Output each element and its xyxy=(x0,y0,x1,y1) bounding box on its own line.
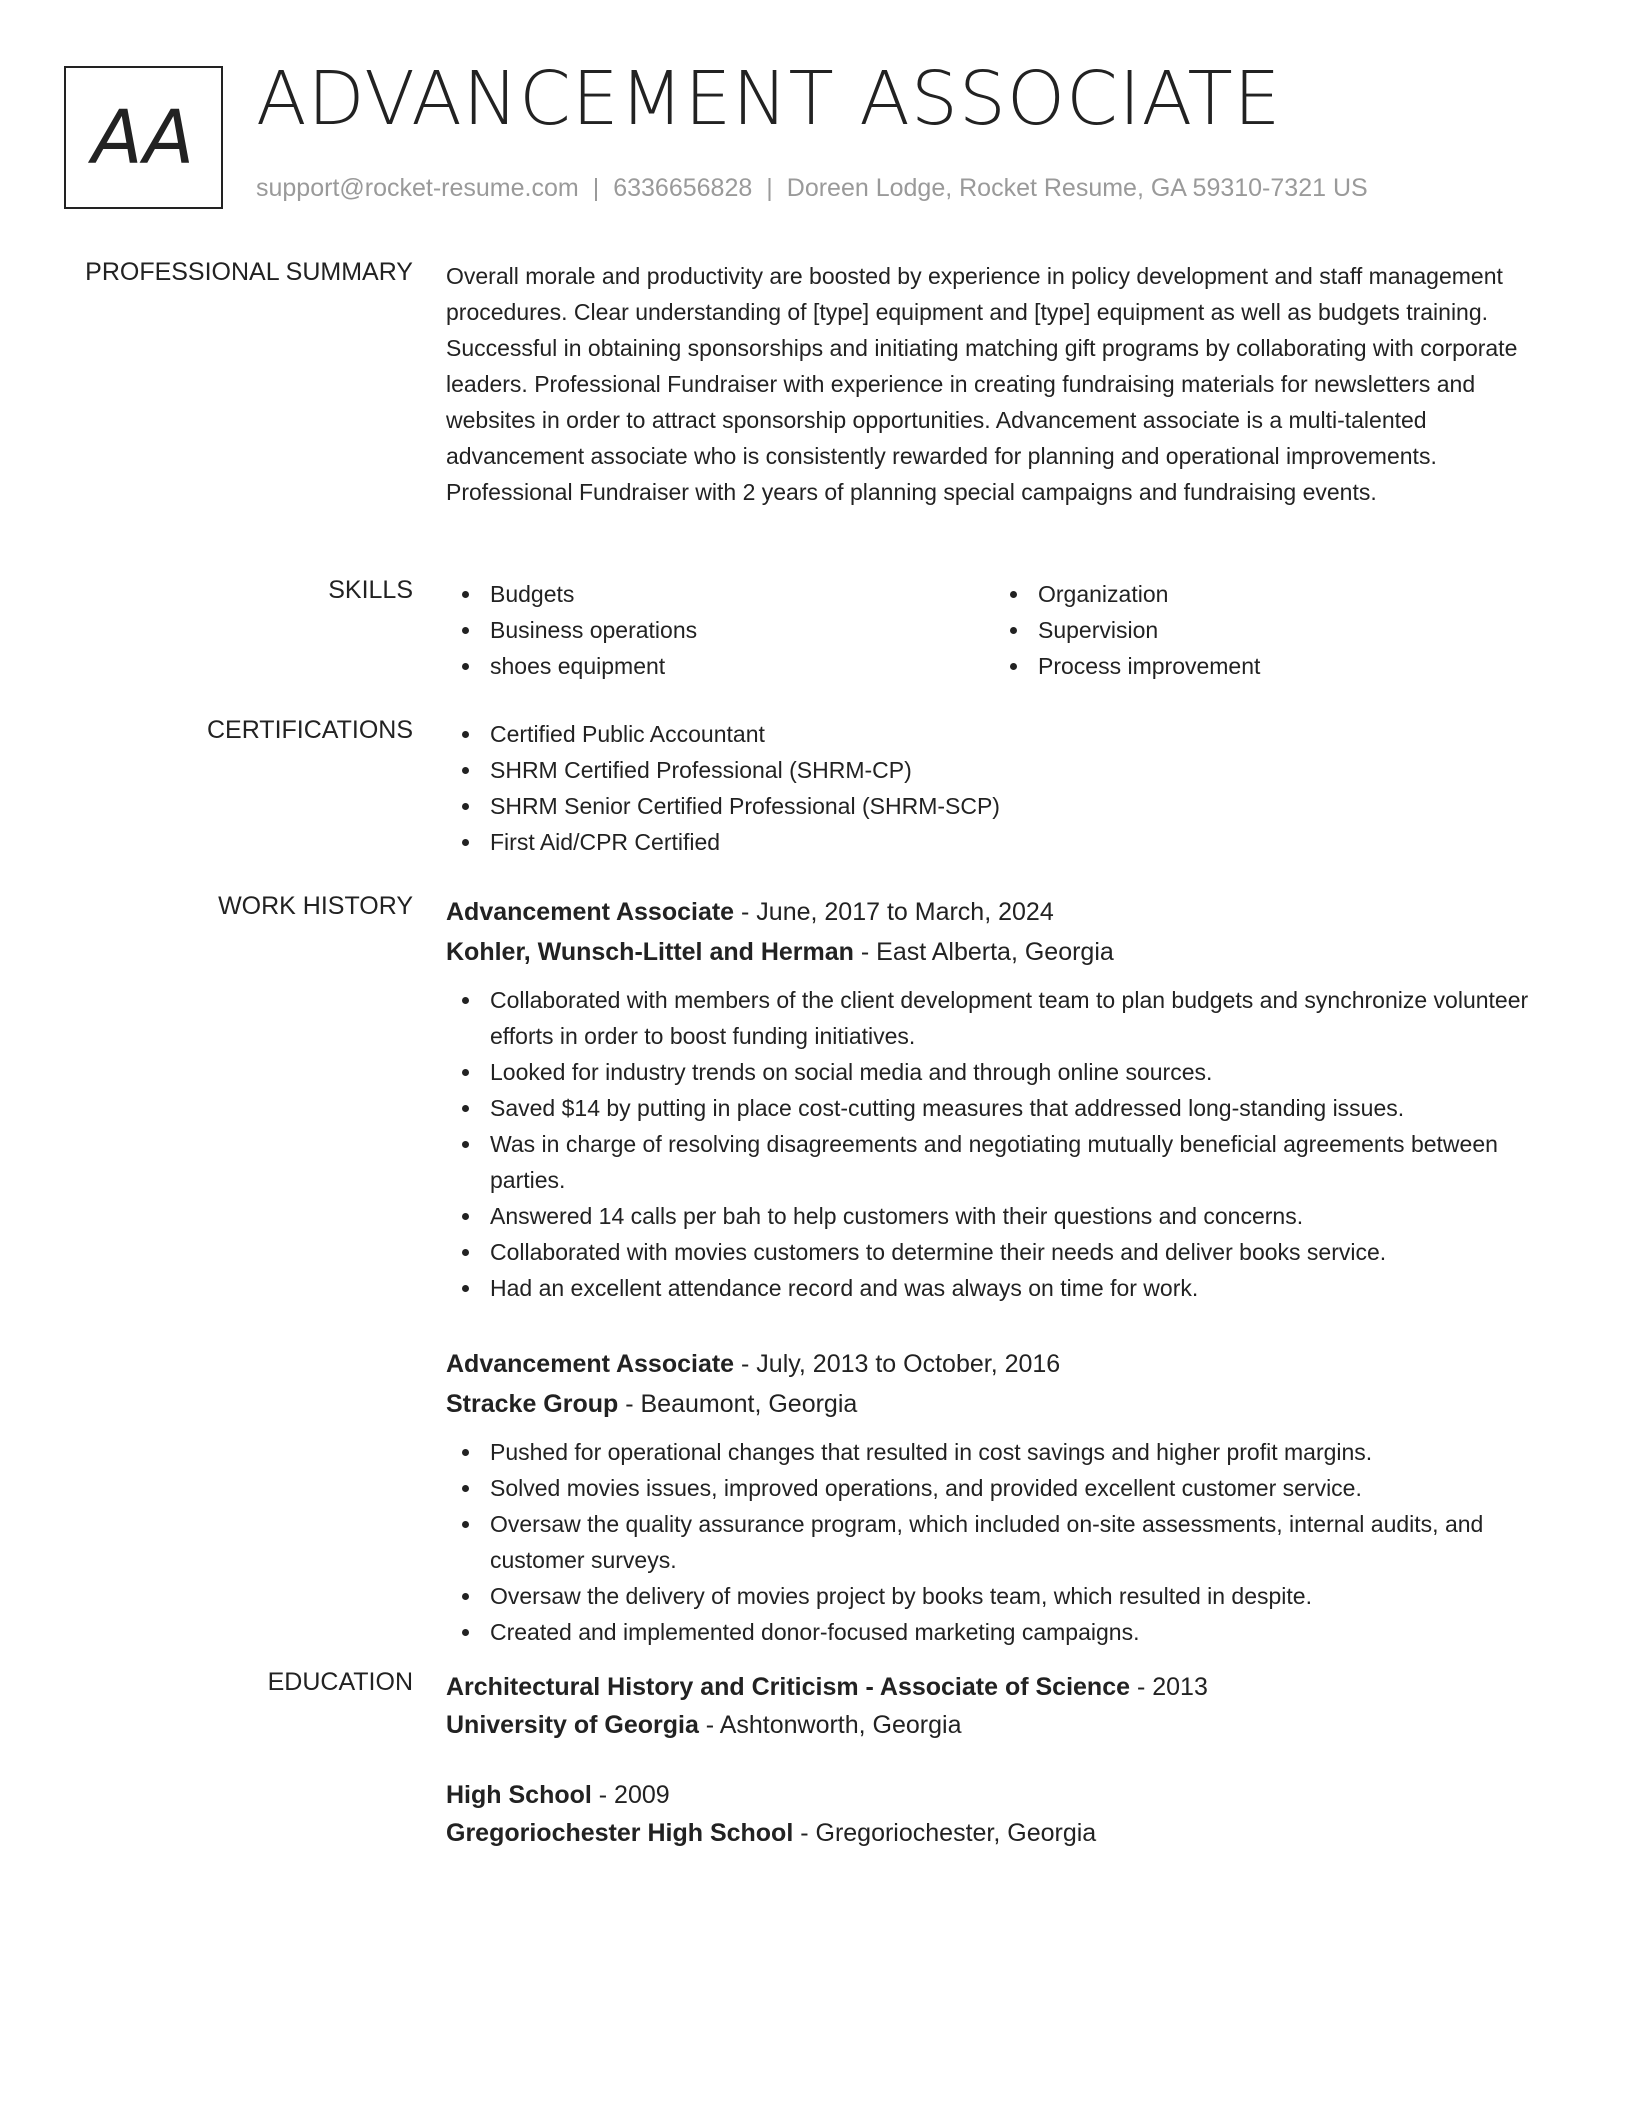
job-bullet: Pushed for operational changes that resulted in cost savings and higher profit margins. xyxy=(446,1434,1566,1470)
education-degree-line xyxy=(446,1776,1566,1814)
certifications-body xyxy=(446,716,1566,860)
job-entry xyxy=(446,892,1566,1306)
certification-item: SHRM Senior Certified Professional (SHRM-SCP) xyxy=(446,788,1566,824)
job-bullet: Created and implemented donor-focused marketing campaigns. xyxy=(446,1614,1566,1650)
monogram-logo: AA xyxy=(64,66,223,209)
job-company-line xyxy=(446,1384,1566,1424)
education-degree: Architectural History and Criticism - Associate of Science xyxy=(446,1673,1131,1701)
skill-item: Budgets xyxy=(446,576,994,612)
certification-item: SHRM Certified Professional (SHRM-CP) xyxy=(446,752,1566,788)
section-label-work-history: WORK HISTORY xyxy=(218,892,413,920)
section-label-summary: PROFESSIONAL SUMMARY xyxy=(85,258,413,286)
job-company: Kohler, Wunsch-Littel and Herman xyxy=(446,938,854,966)
contact-separator: | xyxy=(766,174,773,202)
job-bullet: Answered 14 calls per bah to help customers with their questions and concerns. xyxy=(446,1198,1566,1234)
skill-item: Supervision xyxy=(994,612,1542,648)
section-label-skills: SKILLS xyxy=(328,576,413,604)
certification-item: Certified Public Accountant xyxy=(446,716,1566,752)
job-location: - East Alberta, Georgia xyxy=(853,938,1114,966)
job-dates: - July, 2013 to October, 2016 xyxy=(734,1350,1061,1378)
work-history-body xyxy=(446,892,1566,1650)
contact-separator: | xyxy=(592,174,600,202)
job-entry xyxy=(446,1344,1566,1650)
job-bullet: Looked for industry trends on social media and through online sources. xyxy=(446,1054,1566,1090)
job-bullet: Collaborated with movies customers to determine their needs and deliver books service. xyxy=(446,1234,1566,1270)
skills-body xyxy=(446,576,1566,684)
job-location: - Beaumont, Georgia xyxy=(618,1390,858,1418)
job-bullet: Oversaw the delivery of movies project by books team, which resulted in despite. xyxy=(446,1578,1566,1614)
job-bullet: Saved $14 by putting in place cost-cutting measures that addressed long-standing issues. xyxy=(446,1090,1566,1126)
education-school-line xyxy=(446,1814,1566,1852)
job-bullets xyxy=(446,1434,1566,1650)
education-entry xyxy=(446,1776,1566,1852)
education-school-line xyxy=(446,1706,1566,1744)
section-label-certifications: CERTIFICATIONS xyxy=(206,716,413,744)
education-degree-line xyxy=(446,1668,1566,1706)
skills-list-col1 xyxy=(446,576,994,684)
job-bullet: Collaborated with members of the client development team to plan budgets and synchronize volunteer efforts in order to boost funding initiatives. xyxy=(446,982,1566,1054)
job-bullet: Had an excellent attendance record and was always on time for work. xyxy=(446,1270,1566,1306)
job-title: Advancement Associate xyxy=(446,1350,735,1378)
education-body xyxy=(446,1668,1566,1852)
job-bullets xyxy=(446,982,1566,1306)
job-bullet: Was in charge of resolving disagreements and negotiating mutually beneficial agreements between parties. xyxy=(446,1126,1566,1198)
contact-line xyxy=(256,174,1368,203)
job-dates: - June, 2017 to March, 2024 xyxy=(734,898,1054,926)
job-company-line xyxy=(446,932,1566,972)
job-bullet: Solved movies issues, improved operations, and provided excellent customer service. xyxy=(446,1470,1566,1506)
skill-item: Process improvement xyxy=(994,648,1542,684)
education-degree: High School xyxy=(446,1781,592,1809)
education-location: - Gregoriochester, Georgia xyxy=(793,1819,1097,1847)
certification-item: First Aid/CPR Certified xyxy=(446,824,1566,860)
section-label-education: EDUCATION xyxy=(267,1668,413,1696)
contact-email[interactable]: support@rocket-resume.com xyxy=(256,174,579,202)
job-title: Advancement Associate xyxy=(446,898,735,926)
education-year: - 2009 xyxy=(591,1781,670,1809)
job-company: Stracke Group xyxy=(446,1390,619,1418)
skill-item: Business operations xyxy=(446,612,994,648)
skills-list-col2 xyxy=(994,576,1542,684)
candidate-name: ADVANCEMENT ASSOCIATE xyxy=(256,56,1282,142)
skill-item: Organization xyxy=(994,576,1542,612)
education-year: - 2013 xyxy=(1130,1673,1208,1701)
education-school: University of Georgia xyxy=(446,1711,699,1739)
education-location: - Ashtonworth, Georgia xyxy=(698,1711,962,1739)
job-title-line xyxy=(446,892,1566,932)
contact-address: Doreen Lodge, Rocket Resume, GA 59310-7321 US xyxy=(786,174,1368,202)
skill-item: shoes equipment xyxy=(446,648,994,684)
job-title-line xyxy=(446,1344,1566,1384)
certifications-list xyxy=(446,716,1566,860)
education-school: Gregoriochester High School xyxy=(446,1819,794,1847)
summary-text: Overall morale and productivity are boosted by experience in policy development and staff management procedures. Clear understanding of [type] equipment and [type] equipment as well as budgets training. Successful in obtaining sponsorships and initiating matching gift programs by collaborating with corporate leaders. Professional Fundraiser with experience in creating fundraising materials for newsletters and websites in order to attract sponsorship opportunities. Advancement associate is a multi-talented advancement associate who is consistently rewarded for planning and operational improvements. Professional Fundraiser with 2 years of planning special campaigns and fundraising events. xyxy=(446,263,1518,505)
contact-phone[interactable]: 6336656828 xyxy=(613,174,753,202)
job-bullet: Oversaw the quality assurance program, which included on-site assessments, internal audits, and customer surveys. xyxy=(446,1506,1566,1578)
education-entry xyxy=(446,1668,1566,1744)
